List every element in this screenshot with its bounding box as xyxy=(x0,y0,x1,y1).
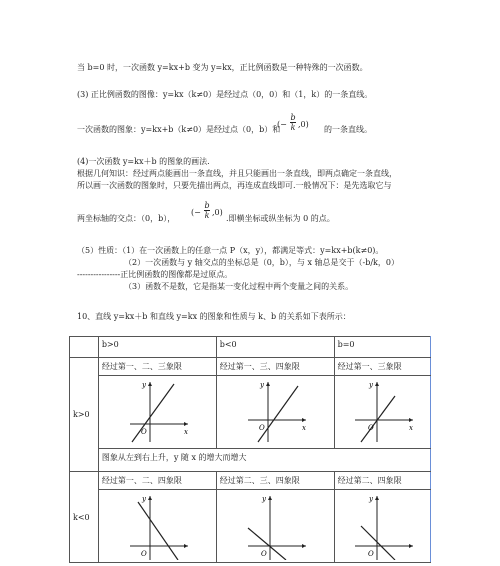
corner-cell xyxy=(70,337,99,358)
frac-den: k xyxy=(204,211,210,220)
table-row xyxy=(70,490,431,563)
k-negative-label: k<0 xyxy=(70,472,99,563)
graph-y-label: y xyxy=(142,495,147,503)
header-b-zero: b=0 xyxy=(334,337,430,358)
line-graph-k-pos-b-pos xyxy=(122,376,192,446)
quadrant-text: 经过第一、二、三象限 xyxy=(98,358,216,376)
graph-cell xyxy=(216,490,334,563)
graph-y-label: y xyxy=(142,381,147,389)
line-graph-k-pos-b-zero xyxy=(347,376,417,446)
frac-den: k xyxy=(290,123,296,132)
graph-origin-label: O xyxy=(368,550,375,558)
frac-close: ,0) xyxy=(298,120,309,129)
quadrant-text: 经过第二、四象限 xyxy=(334,472,430,490)
graph-y-label: y xyxy=(369,495,374,503)
line-1: 当 b=0 时，一次函数 y=kx+b 变为 y=kx，正比例函数是一种特殊的一次函数。 xyxy=(77,63,368,72)
graph-y-label: y xyxy=(369,381,374,389)
graph-y-label: y xyxy=(262,495,267,503)
graph-y-label: y xyxy=(260,381,265,389)
table-row xyxy=(70,376,431,449)
line-graph-k-neg-b-neg xyxy=(240,490,310,560)
quadrant-text: 经过第一、三象限 xyxy=(334,358,430,376)
graph-cell xyxy=(216,376,334,449)
graph-cell xyxy=(334,490,430,563)
line-9: （2）一次函数与 y 轴交点的坐标总是（0，b），与 x 轴总是交于（-b/k，0） xyxy=(124,258,399,267)
frac-open: (− xyxy=(191,208,201,217)
graph-origin-label: O xyxy=(141,428,148,436)
summary-text: 图象从左到右上升，y 随 x 的增大而增大 xyxy=(98,449,430,472)
line-graph-k-neg-b-pos xyxy=(122,490,192,560)
line-12: 10、直线 y=kx＋b 和直线 y=kx 的图象和性质与 k、b 的关系如下表所示： xyxy=(77,312,351,321)
graph-cell xyxy=(98,490,216,563)
table-row xyxy=(70,358,431,376)
graph-x-label: x xyxy=(184,428,189,436)
graph-origin-label: O xyxy=(368,424,375,432)
graph-origin-label: O xyxy=(261,550,267,558)
frac-open: (− xyxy=(277,120,287,129)
table-header-row xyxy=(70,337,431,358)
line-10: ----------------正比例函数的图像都是过原点。 xyxy=(77,270,233,279)
line-2: (3) 正比例函数的图像：y=kx（k≠0）是经过点（0，0）和（1，k）的一条直线。 xyxy=(77,90,373,99)
line-5: 根据几何知识：经过两点能画出一条直线，并且只能画出一条直线，即两点确定一条直线， xyxy=(77,169,397,178)
frac-num: b xyxy=(204,201,210,210)
line-4: (4)一次函数 y=kx＋b 的图象的画法. xyxy=(77,157,210,166)
k-positive-label: k>0 xyxy=(70,358,99,472)
frac-num: b xyxy=(290,113,296,122)
graph-cell xyxy=(334,376,430,449)
quadrant-text: 经过第一、二、四象限 xyxy=(98,472,216,490)
line-3 xyxy=(77,124,280,135)
line-7-end: .即横坐标或纵坐标为 0 的点。 xyxy=(226,214,335,223)
line-3-text-a: 一次函数的图象：y=kx+b（k≠0）是经过点（0，b）和 xyxy=(77,125,281,134)
kb-properties-table xyxy=(69,336,431,563)
table-row xyxy=(70,472,431,490)
line-3-end: 的一条直线。 xyxy=(324,125,372,134)
graph-x-label: x xyxy=(409,424,414,432)
graph-cell xyxy=(98,376,216,449)
quadrant-text: 经过第一、三、四象限 xyxy=(216,358,334,376)
line-11: （3）函数不是数，它是指某一变化过程中两个变量之间的关系。 xyxy=(124,282,354,291)
graph-origin-label: O xyxy=(259,424,265,432)
frac-close: ,0) xyxy=(212,208,223,217)
header-b-negative: b<0 xyxy=(216,337,334,358)
line-graph-k-neg-b-zero xyxy=(347,490,417,560)
line-7: 两坐标轴的交点：（0，b）， xyxy=(77,214,176,223)
graph-x-label: x xyxy=(302,424,307,432)
quadrant-text: 经过第二、三、四象限 xyxy=(216,472,334,490)
line-graph-k-pos-b-neg xyxy=(240,376,310,446)
line-8: （5）性质：（1）在一次函数上的任意一点 P（x，y），都满足等式：y=kx+b(k≠0)。 xyxy=(77,246,384,255)
line-6: 所以画一次函数的图象时，只要先描出两点，再连成直线即可.一般情况下：是先选取它与 xyxy=(77,181,392,190)
table-row xyxy=(70,449,431,472)
header-b-positive: b>0 xyxy=(98,337,216,358)
graph-origin-label: O xyxy=(141,550,148,558)
